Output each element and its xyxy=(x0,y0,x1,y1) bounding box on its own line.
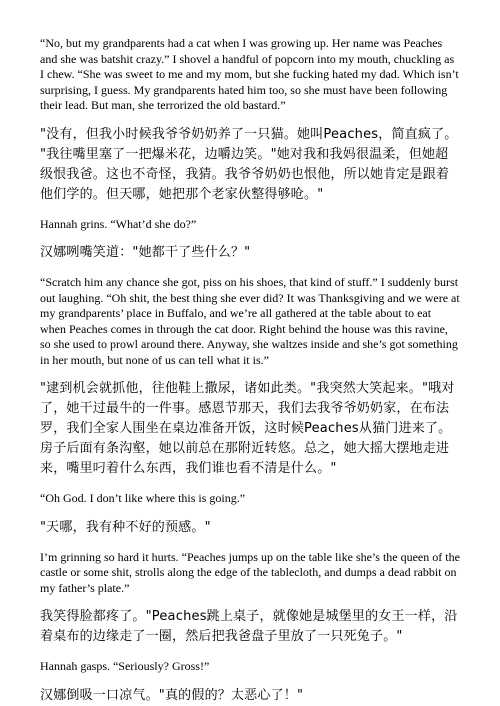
paragraph-en-1: “No, but my grandparents had a cat when I was growing up. Her name was Peaches and she was batshit crazy.” I shovel a handful of popcorn into my mouth, chuckling as I chew. “She was sweet to me and my mom, but she fucking hated my dad. Which isn’t surprising, I guess. My grandparents hated him too, so she must have been following their lead. But man, she terrorized the old bastard.” xyxy=(40,36,459,112)
paragraph-zh-4: "天哪，我有种不好的预感。" xyxy=(40,519,211,535)
paragraph-zh-3: "逮到机会就抓他，往他鞋上撒尿，诸如此类。"我突然大笑起来。"哦对了，她干过最牛的一件事。感恩节那天，我们去我爷爷奶奶家，在布法罗，我们全家人围坐在桌边准备开饭，这时候Peaches从猫门进来了。房子后面有条沟壑，她以前总在那附近转悠。总之，她大摇大摆地走进来，嘴里叼着什么东西，我们谁也看不清是什么。" xyxy=(40,381,455,476)
paragraph-zh-5: 我笑得脸都疼了。"Peaches跳上桌子，就像她是城堡里的女王一样，沿着桌布的边缘走了一圈，然后把我爸盘子里放了一只死兔子。" xyxy=(40,609,458,644)
paragraph-en-3: “Scratch him any chance she got, piss on his shoes, that kind of stuff.” I suddenly burst out laughing. “Oh shit, the best thing she ever did? It was Thanksgiving and we were at my grandparents’ place in Buffalo, and we’re all gathered at the table about to eat when Peaches comes in through the cat door. Right behind the house was this ravine, so she used to prowl around there. Anyway, she waltzes inside and she’s got something in her mouth, but none of us can tell what it is.” xyxy=(40,275,460,367)
paragraph-zh-6: 汉娜倒吸一口凉气。"真的假的？太恶心了！" xyxy=(40,687,304,703)
paragraph-en-2: Hannah grins. “What’d she do?” xyxy=(40,216,197,231)
paragraph-en-5: I’m grinning so hard it hurts. “Peaches jumps up on the table like she’s the queen of the castle or some shit, strolls along the edge of the tablecloth, and dumps a dead rabbit on my father’s plate.” xyxy=(40,549,460,595)
paragraph-en-6: Hannah gasps. “Seriously? Gross!” xyxy=(40,659,210,673)
paragraph-zh-1: "没有，但我小时候我爷爷奶奶养了一只猫。她叫Peaches，简直疯了。"我往嘴里塞了一把爆米花，边嚼边笑。"她对我和我妈很温柔，但她超级恨我爸。这也不奇怪，我猜。我爷爷奶奶也恨他，所以她肯定是跟着他们学的。但天哪，她把那个老家伙整得够呛。" xyxy=(40,126,458,202)
paragraph-zh-2: 汉娜咧嘴笑道："她都干了些什么？" xyxy=(40,245,251,260)
paragraph-en-4: “Oh God. I don’t like where this is going.” xyxy=(40,491,246,505)
